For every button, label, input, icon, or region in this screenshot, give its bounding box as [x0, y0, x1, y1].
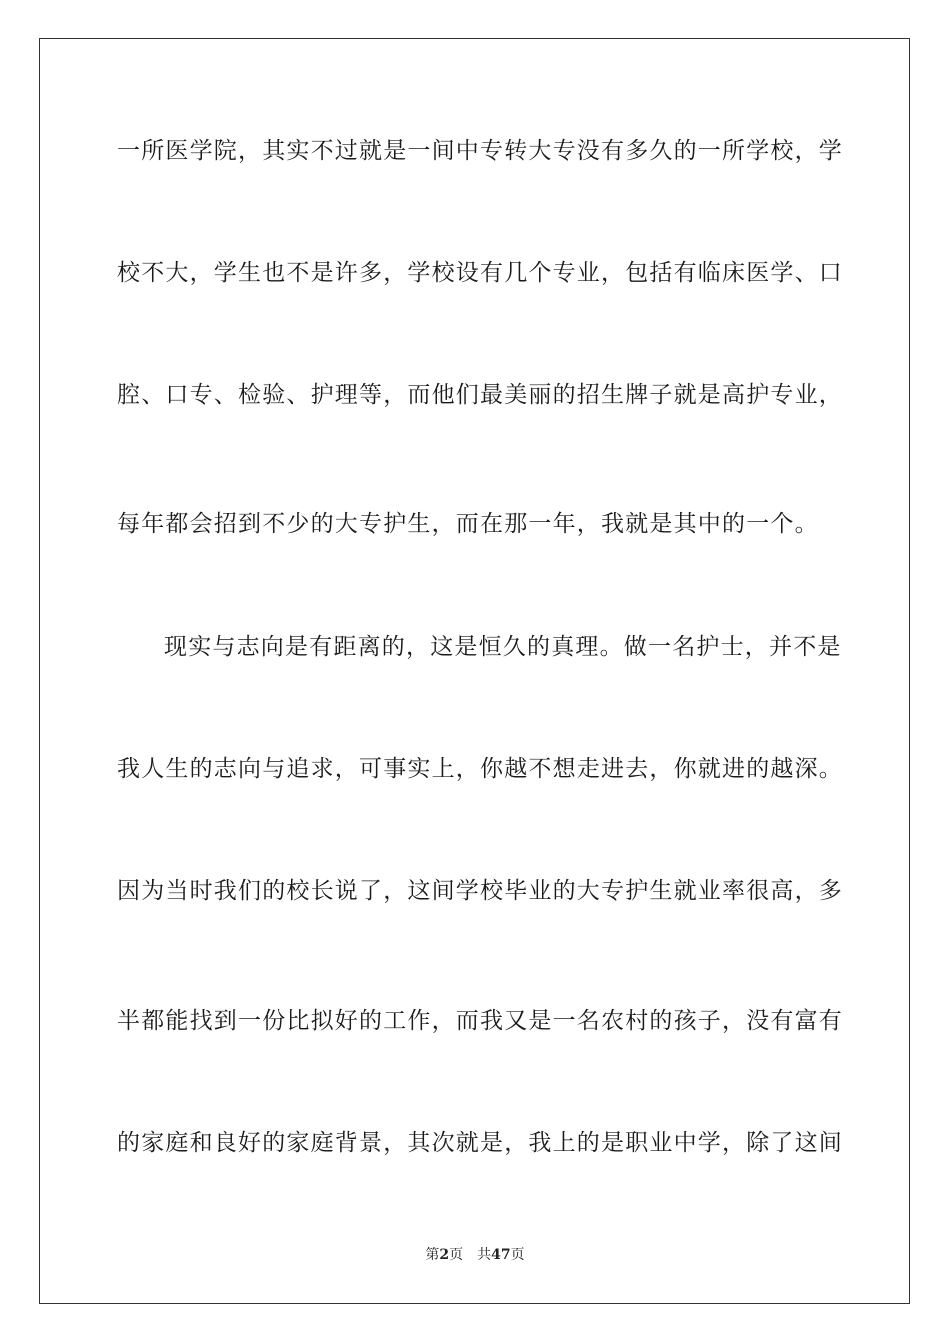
paragraph-2-first-line: 现实与志向是有距离的，这是恒久的真理。做一名护士，并不是	[164, 634, 842, 660]
total-page-count: 47	[491, 1247, 511, 1263]
page-footer	[0, 1246, 950, 1264]
body-line-4: 每年都会招到不少的大专护生，而在那一年，我就是其中的一个。	[117, 511, 819, 537]
page-label-suffix: 页	[449, 1247, 464, 1263]
body-line-2: 校不大，学生也不是许多，学校设有几个专业，包括有临床医学、口	[117, 260, 843, 286]
body-line-8: 半都能找到一份比拟好的工作，而我又是一名农村的孩子，没有富有	[117, 1008, 843, 1034]
page-frame	[39, 38, 910, 1304]
body-line-6: 我人生的志向与追求，可事实上，你越不想走进去，你就进的越深。	[117, 756, 843, 782]
total-label-suffix: 页	[510, 1247, 525, 1263]
body-line-3: 腔、口专、检验、护理等，而他们最美丽的招生牌子就是高护专业，	[117, 382, 843, 408]
body-line-7: 因为当时我们的校长说了，这间学校毕业的大专护生就业率很高，多	[117, 878, 843, 904]
current-page-number: 2	[439, 1247, 450, 1263]
body-line-1: 一所医学院，其实不过就是一间中专转大专没有多久的一所学校，学	[117, 138, 843, 164]
page-label-prefix: 第	[425, 1247, 440, 1263]
total-label-prefix: 共	[477, 1247, 492, 1263]
body-line-9: 的家庭和良好的家庭背景，其次就是，我上的是职业中学，除了这间	[117, 1130, 843, 1156]
